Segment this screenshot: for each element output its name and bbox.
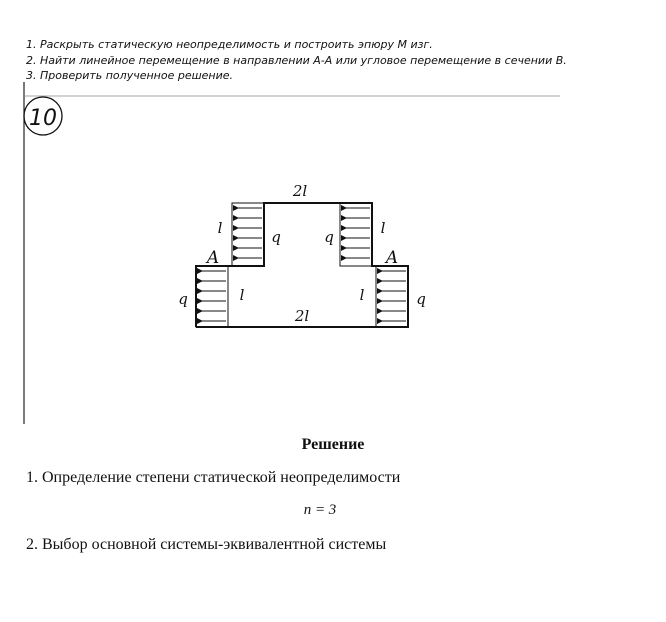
solution-heading: Решение <box>301 436 365 453</box>
left-lower-load-label: q <box>178 290 188 308</box>
lower-left-load <box>196 266 228 327</box>
task-line-1: 1. Раскрыть статическую неопределимость и построить эпюру M изг. <box>26 38 433 51</box>
solution-step-2: 2. Выбор основной системы-эквивалентной системы <box>26 536 387 553</box>
left-upper-load-label: q <box>271 228 281 246</box>
right-upper-load-label: q <box>324 228 334 246</box>
left-lower-height-label: l <box>239 286 245 304</box>
formula: n = 3 <box>303 502 337 518</box>
upper-left-load <box>232 203 264 266</box>
top-span-label: 2l <box>292 182 308 200</box>
right-lower-load-label: q <box>416 290 426 308</box>
right-point-label: A <box>385 248 399 268</box>
bottom-span-label: 2l <box>294 307 310 325</box>
upper-right-load <box>340 203 372 266</box>
right-lower-height-label: l <box>359 286 365 304</box>
left-point-label: A <box>206 248 220 268</box>
left-upper-height-label: l <box>217 219 223 237</box>
task-line-2: 2. Найти линейное перемещение в направлении А-А или угловое перемещение в сечении В. <box>26 54 567 67</box>
right-upper-height-label: l <box>380 219 386 237</box>
lower-right-load <box>376 266 408 327</box>
variant-number: 10 <box>29 106 57 131</box>
solution-step-1: 1. Определение степени статической неопределимости <box>26 469 401 486</box>
task-line-3: 3. Проверить полученное решение. <box>26 69 234 82</box>
